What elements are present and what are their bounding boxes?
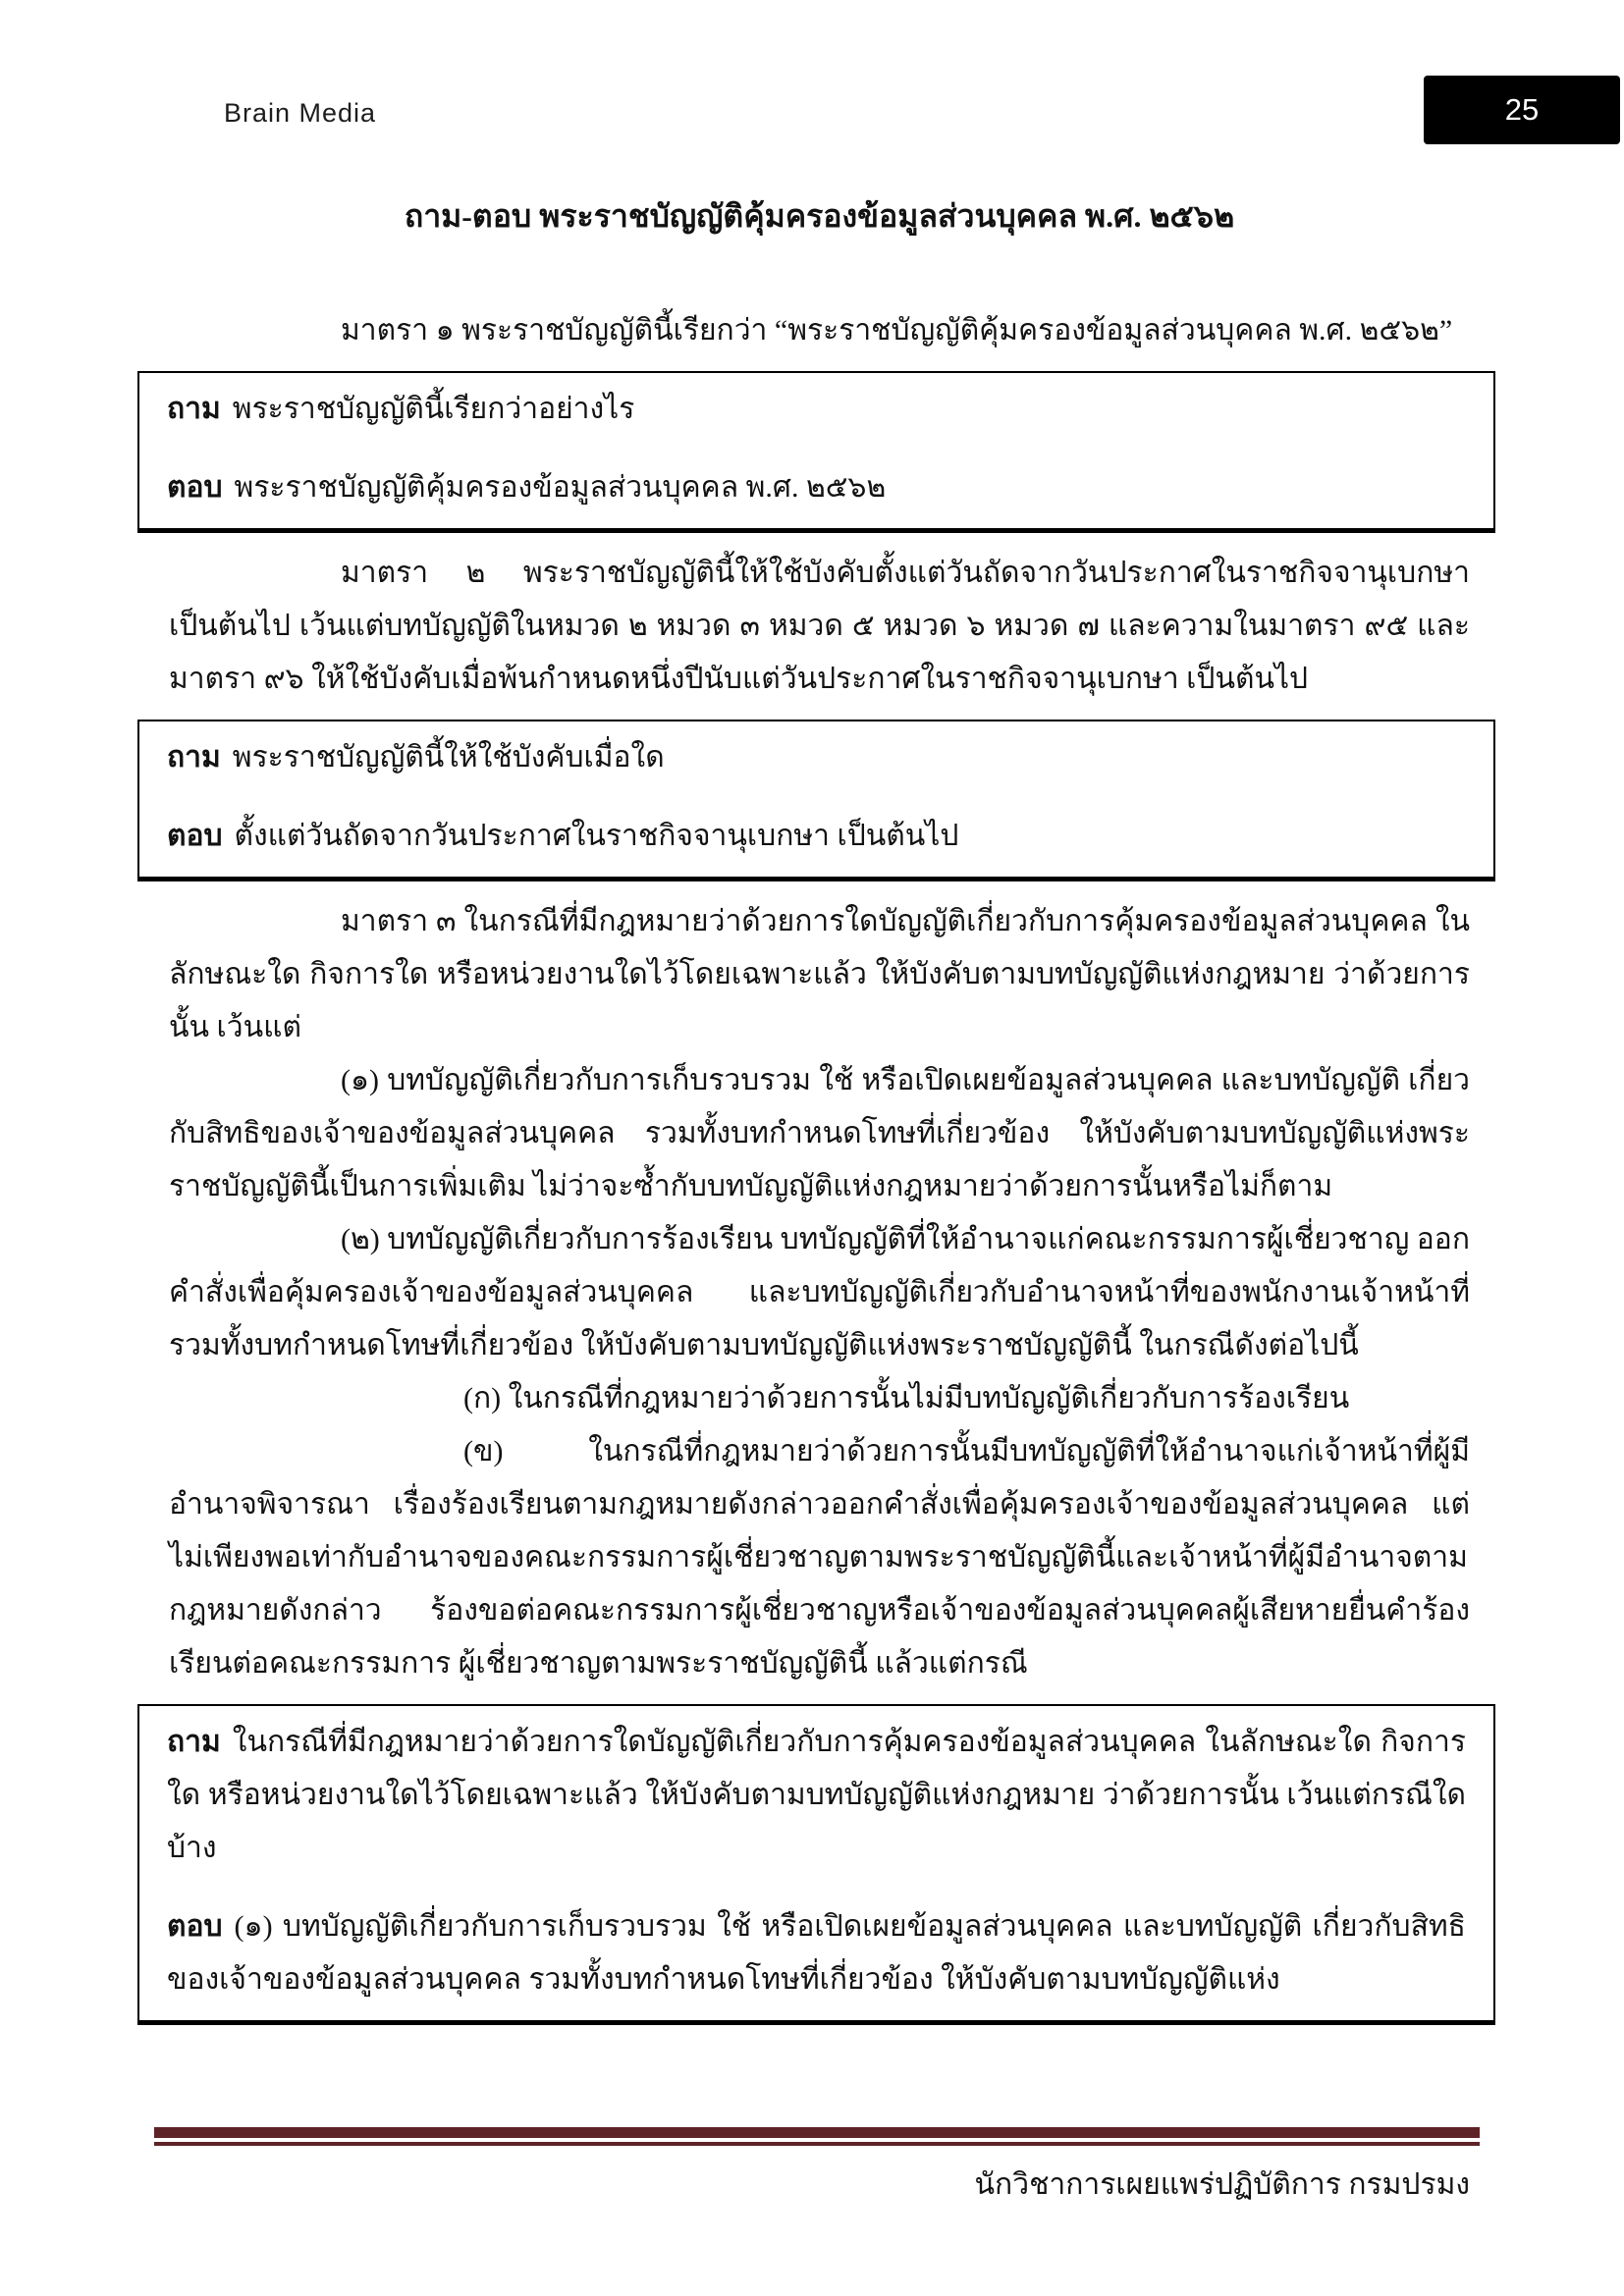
answer-label: ตอบ [167, 471, 223, 504]
footer-rule-thick [154, 2127, 1480, 2138]
footer-rule [154, 2127, 1480, 2146]
paragraph-subclause-ko: (ก) ในกรณีที่กฎหมายว่าด้วยการนั้นไม่มีบทบัญญัติเกี่ยวกับการร้องเรียน [463, 1382, 1350, 1415]
footer-rule-thin [154, 2142, 1480, 2146]
qa-box-2 [137, 720, 1495, 881]
question-text: พระราชบัญญัตินี้เรียกว่าอย่างไร [232, 393, 635, 425]
question-label: ถาม [167, 1726, 221, 1758]
qa-answer [167, 810, 1466, 863]
qa-question [167, 1716, 1466, 1875]
page-number: 25 [1504, 92, 1540, 127]
paragraph-clause-1: (๑) บทบัญญัติเกี่ยวกับการเก็บรวบรวม ใช้ หรือเปิดเผยข้อมูลส่วนบุคคล และบทบัญญัติ เกี่ยวกับสิทธิของเจ้าของข้อมูลส่วนบุคคล รวมทั้งบทกำหนดโทษที่เกี่ยวข้อง ให้บังคับตามบทบัญญัติแห่งพระราชบัญญัตินี้เป็นการเพิ่มเติม ไม่ว่าจะซ้ำกับบทบัญญัติแห่งกฎหมายว่าด้วยการนั้นหรือไม่ก็ตาม [169, 1064, 1470, 1202]
paragraph-section-2: มาตรา ๒ พระราชบัญญัตินี้ให้ใช้บังคับตั้งแต่วันถัดจากวันประกาศในราชกิจจานุเบกษา เป็นต้นไป เว้นแต่บทบัญญัติในหมวด ๒ หมวด ๓ หมวด ๕ หมวด ๖ หมวด ๗ และความในมาตรา ๙๕ และมาตรา ๙๖ ให้ใช้บังคับเมื่อพ้นกำหนดหนึ่งปีนับแต่วันประกาศในราชกิจจานุเบกษา เป็นต้นไป [169, 557, 1470, 695]
qa-answer [167, 1900, 1466, 2006]
question-label: ถาม [167, 741, 221, 774]
question-text: พระราชบัญญัตินี้ให้ใช้บังคับเมื่อใด [232, 741, 665, 774]
question-label: ถาม [167, 393, 221, 425]
qa-box-1 [137, 371, 1495, 533]
paragraph-section-3: มาตรา ๓ ในกรณีที่มีกฎหมายว่าด้วยการใดบัญญัติเกี่ยวกับการคุ้มครองข้อมูลส่วนบุคคล ในลักษณะใด กิจการใด หรือหน่วยงานใดไว้โดยเฉพาะแล้ว ให้บังคับตามบทบัญญัติแห่งกฎหมาย ว่าด้วยการนั้น เว้นแต่ [169, 905, 1470, 1043]
brand-logo-text: Brain Media [224, 98, 377, 128]
qa-answer [167, 461, 1466, 514]
answer-text: ตั้งแต่วันถัดจากวันประกาศในราชกิจจานุเบกษา เป็นต้นไป [234, 820, 959, 852]
document-title: ถาม-ตอบ พระราชบัญญัติคุ้มครองข้อมูลส่วนบุคคล พ.ศ. ๒๕๖๒ [404, 198, 1235, 234]
paragraph-clause-2: (๒) บทบัญญัติเกี่ยวกับการร้องเรียน บทบัญญัติที่ให้อำนาจแก่คณะกรรมการผู้เชี่ยวชาญ ออกคำสั่งเพื่อคุ้มครองเจ้าของข้อมูลส่วนบุคคล และบทบัญญัติเกี่ยวกับอำนาจหน้าที่ของพนักงานเจ้าหน้าที่ รวมทั้งบทกำหนดโทษที่เกี่ยวข้อง ให้บังคับตามบทบัญญัติแห่งพระราชบัญญัตินี้ ในกรณีดังต่อไปนี้ [169, 1223, 1470, 1362]
qa-question [167, 383, 1466, 436]
answer-label: ตอบ [167, 1910, 223, 1943]
question-text: ในกรณีที่มีกฎหมายว่าด้วยการใดบัญญัติเกี่ยวกับการคุ้มครองข้อมูลส่วนบุคคล ในลักษณะใด กิจการใด หรือหน่วยงานใดไว้โดยเฉพาะแล้ว ให้บังคับตามบทบัญญัติแห่งกฎหมาย ว่าด้วยการนั้น เว้นแต่กรณีใดบ้าง [167, 1726, 1466, 1864]
answer-text: พระราชบัญญัติคุ้มครองข้อมูลส่วนบุคคล พ.ศ. ๒๕๖๒ [234, 471, 887, 504]
footer-credit: นักวิชาการเผยแพร่ปฏิบัติการ กรมปรมง [974, 2168, 1470, 2201]
paragraph-subclause-kho: (ข) ในกรณีที่กฎหมายว่าด้วยการนั้นมีบทบัญญัติที่ให้อำนาจแก่เจ้าหน้าที่ผู้มีอำนาจพิจารณา เรื่องร้องเรียนตามกฎหมายดังกล่าวออกคำสั่งเพื่อคุ้มครองเจ้าของข้อมูลส่วนบุคคล แต่ไม่เพียงพอเท่ากับอำนาจของคณะกรรมการผู้เชี่ยวชาญตามพระราชบัญญัตินี้และเจ้าหน้าที่ผู้มีอำนาจตามกฎหมายดังกล่าว ร้องขอต่อคณะกรรมการผู้เชี่ยวชาญหรือเจ้าของข้อมูลส่วนบุคคลผู้เสียหายยื่นคำร้องเรียนต่อคณะกรรมการ ผู้เชี่ยวชาญตามพระราชบัญญัตินี้ แล้วแต่กรณี [169, 1435, 1470, 1680]
qa-box-3 [137, 1704, 1495, 2025]
document-body [169, 187, 1470, 2039]
qa-question [167, 731, 1466, 784]
answer-label: ตอบ [167, 820, 223, 852]
page-number-badge [1424, 76, 1620, 144]
paragraph-section-1: มาตรา ๑ พระราชบัญญัตินี้เรียกว่า “พระราชบัญญัติคุ้มครองข้อมูลส่วนบุคคล พ.ศ. ๒๕๖๒” [341, 314, 1453, 347]
answer-text: (๑) บทบัญญัติเกี่ยวกับการเก็บรวบรวม ใช้ หรือเปิดเผยข้อมูลส่วนบุคคล และบทบัญญัติ เกี่ยวกับสิทธิของเจ้าของข้อมูลส่วนบุคคล รวมทั้งบทกำหนดโทษที่เกี่ยวข้อง ให้บังคับตามบทบัญญัติแห่ง [167, 1910, 1466, 1996]
